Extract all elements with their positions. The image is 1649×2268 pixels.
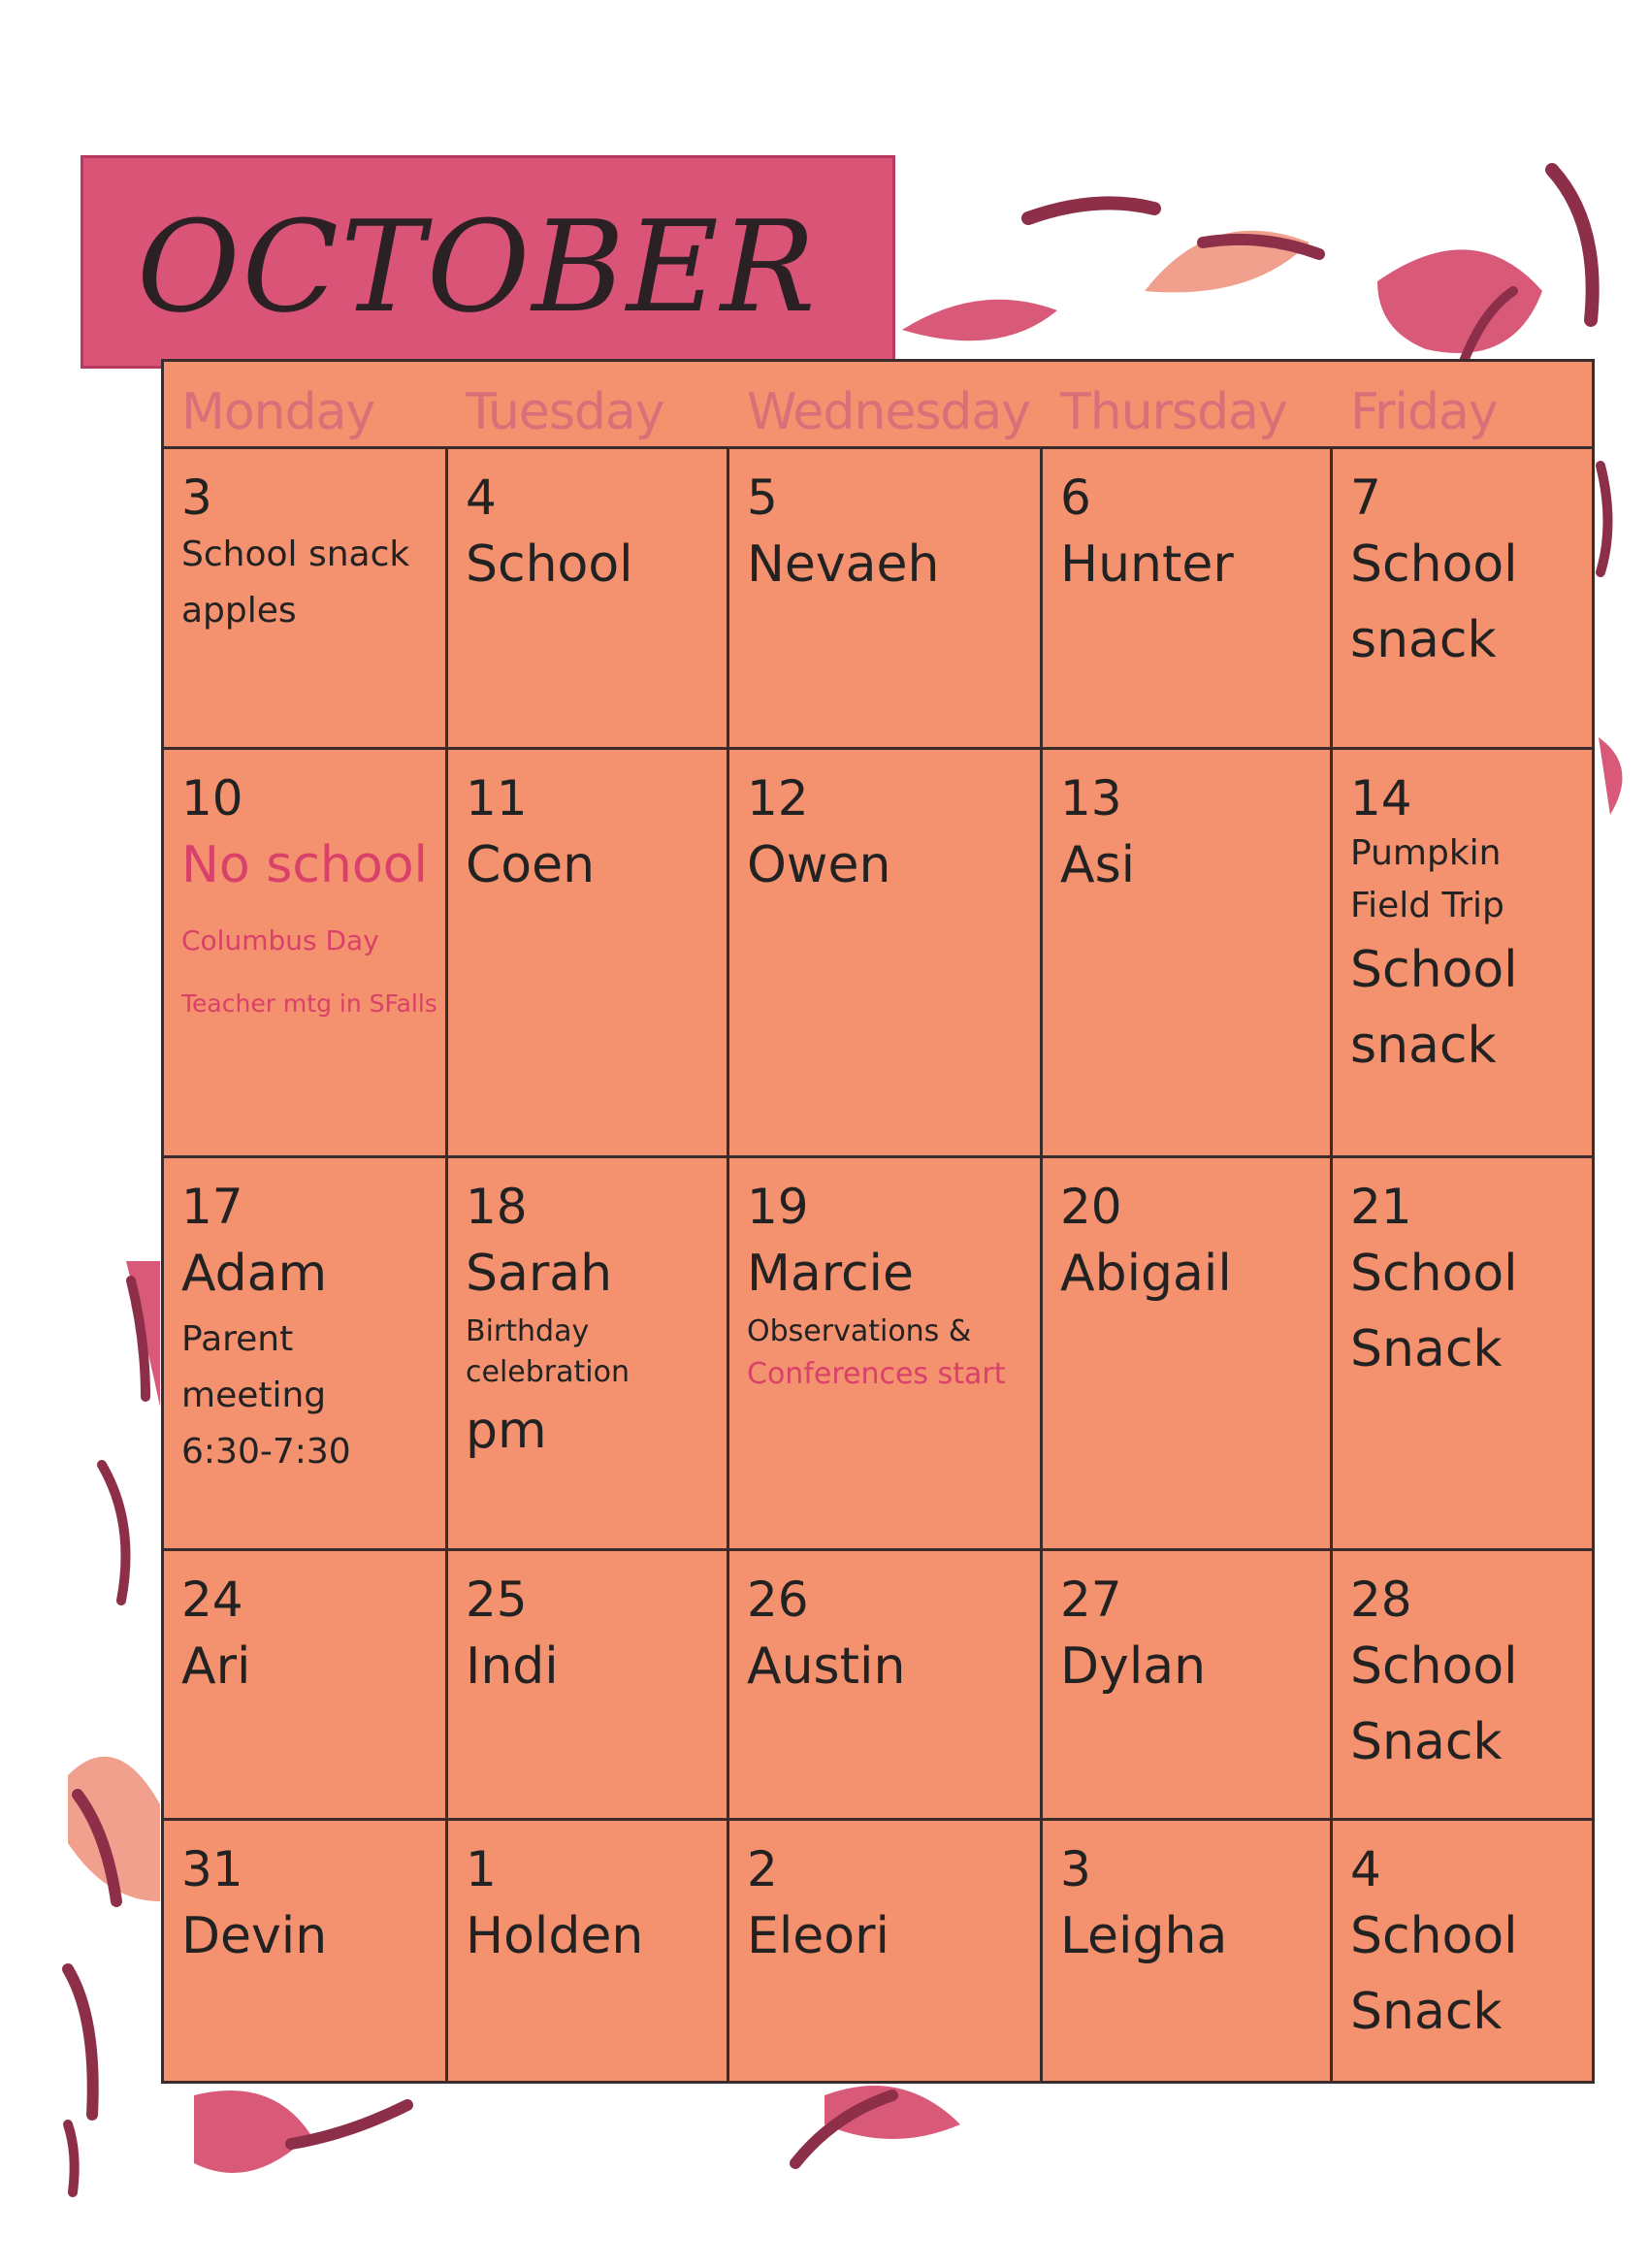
day-number: 24: [181, 1571, 243, 1628]
day-number: 13: [1060, 770, 1122, 826]
day-cell: [729, 1158, 1043, 1551]
leaf-stroke: [1600, 466, 1608, 572]
day-number: 5: [747, 470, 778, 526]
day-number: 7: [1350, 470, 1381, 526]
day-entry: School: [1350, 941, 1518, 999]
leaf-stroke: [291, 2105, 407, 2144]
leaf-stroke: [68, 2124, 75, 2192]
day-cell: [1333, 1158, 1592, 1551]
leaf-shape: [1377, 249, 1542, 353]
day-cell: [1043, 1158, 1333, 1551]
day-entry: Pumpkin: [1350, 833, 1502, 873]
leaf-stroke: [102, 1465, 126, 1601]
day-number: 28: [1350, 1571, 1412, 1628]
day-cell: [448, 1551, 729, 1821]
leaf-shape: [902, 300, 1057, 341]
leaf-stroke: [68, 1969, 93, 2115]
day-entry: snack: [1350, 611, 1497, 669]
day-entry: Eleori: [747, 1907, 889, 1965]
month-title: OCTOBER: [137, 193, 818, 340]
day-entry: Adam: [181, 1245, 328, 1303]
leaf-stroke: [1552, 170, 1593, 320]
day-entry: Sarah: [466, 1245, 613, 1303]
day-entry: School: [466, 535, 633, 594]
day-entry: School: [1350, 1907, 1518, 1965]
day-number: 2: [747, 1841, 778, 1897]
day-entry: Conferences start: [747, 1357, 1006, 1391]
day-entry: Ari: [181, 1637, 251, 1696]
day-cell: [448, 750, 729, 1158]
day-entry: School: [1350, 535, 1518, 594]
day-number: 31: [181, 1841, 243, 1897]
day-cell: [1333, 1821, 1592, 2081]
day-header-tuesday: Tuesday: [448, 362, 729, 449]
leaf-stroke: [1028, 203, 1154, 218]
day-entry: No school: [181, 836, 428, 894]
day-entry: Dylan: [1060, 1637, 1207, 1696]
day-cell: [448, 449, 729, 750]
day-cell: [1043, 449, 1333, 750]
day-number: 1: [466, 1841, 497, 1897]
day-entry: School snack: [181, 535, 410, 574]
day-number: 27: [1060, 1571, 1122, 1628]
day-cell: [729, 750, 1043, 1158]
day-number: 4: [1350, 1841, 1381, 1897]
day-entry: Field Trip: [1350, 886, 1504, 925]
day-number: 17: [181, 1179, 243, 1235]
day-cell: [164, 1158, 448, 1551]
day-entry: 6:30-7:30: [181, 1432, 351, 1472]
day-cell: [729, 449, 1043, 750]
day-cell: [164, 449, 448, 750]
day-entry: Birthday: [466, 1314, 590, 1348]
day-entry: Columbus Day: [181, 924, 379, 956]
day-entry: Hunter: [1060, 535, 1234, 594]
day-number: 3: [1060, 1841, 1091, 1897]
day-cell: [164, 1821, 448, 2081]
day-entry: Leigha: [1060, 1907, 1228, 1965]
day-number: 25: [466, 1571, 528, 1628]
day-entry: Observations &: [747, 1314, 972, 1348]
day-entry: meeting: [181, 1376, 327, 1415]
day-entry: Nevaeh: [747, 535, 940, 594]
day-entry: snack: [1350, 1017, 1497, 1075]
day-entry: School: [1350, 1637, 1518, 1696]
day-number: 4: [466, 470, 497, 526]
day-header-wednesday: Wednesday: [729, 362, 1043, 449]
day-cell: [448, 1821, 729, 2081]
leaf-shape: [194, 2090, 310, 2173]
day-entry: Parent: [181, 1319, 294, 1359]
day-cell: [1043, 1551, 1333, 1821]
day-number: 14: [1350, 770, 1412, 826]
day-cell: [729, 1821, 1043, 2081]
day-number: 6: [1060, 470, 1091, 526]
day-entry: Devin: [181, 1907, 328, 1965]
day-entry: pm: [466, 1402, 547, 1460]
day-entry: Abigail: [1060, 1245, 1232, 1303]
day-entry: Indi: [466, 1637, 559, 1696]
month-banner: [81, 155, 895, 369]
day-entry: Teacher mtg in SFalls: [181, 989, 437, 1018]
day-header-thursday: Thursday: [1043, 362, 1333, 449]
day-header-friday: Friday: [1333, 362, 1592, 449]
day-number: 26: [747, 1571, 809, 1628]
day-entry: School: [1350, 1245, 1518, 1303]
day-cell: [164, 1551, 448, 1821]
day-cell: [1043, 750, 1333, 1158]
day-cell: [1043, 1821, 1333, 2081]
day-entry: Snack: [1350, 1320, 1503, 1378]
day-entry: celebration: [466, 1355, 630, 1389]
day-entry: Snack: [1350, 1713, 1503, 1771]
day-entry: Holden: [466, 1907, 644, 1965]
day-number: 21: [1350, 1179, 1412, 1235]
calendar-grid: [161, 359, 1595, 2084]
day-cell: [1333, 750, 1592, 1158]
day-entry: apples: [181, 591, 297, 631]
day-number: 3: [181, 470, 212, 526]
leaf-shape: [1599, 737, 1623, 815]
day-number: 19: [747, 1179, 809, 1235]
day-number: 18: [466, 1179, 528, 1235]
day-entry: Coen: [466, 836, 596, 894]
day-number: 10: [181, 770, 243, 826]
day-cell: [448, 1158, 729, 1551]
day-entry: Snack: [1350, 1983, 1503, 2041]
day-entry: Austin: [747, 1637, 906, 1696]
day-cell: [1333, 449, 1592, 750]
day-number: 12: [747, 770, 809, 826]
day-cell: [1333, 1551, 1592, 1821]
day-entry: Marcie: [747, 1245, 914, 1303]
day-entry: Owen: [747, 836, 891, 894]
day-number: 11: [466, 770, 528, 826]
day-header-monday: Monday: [164, 362, 448, 449]
day-number: 20: [1060, 1179, 1122, 1235]
day-entry: Asi: [1060, 836, 1136, 894]
day-cell: [164, 750, 448, 1158]
day-cell: [729, 1551, 1043, 1821]
